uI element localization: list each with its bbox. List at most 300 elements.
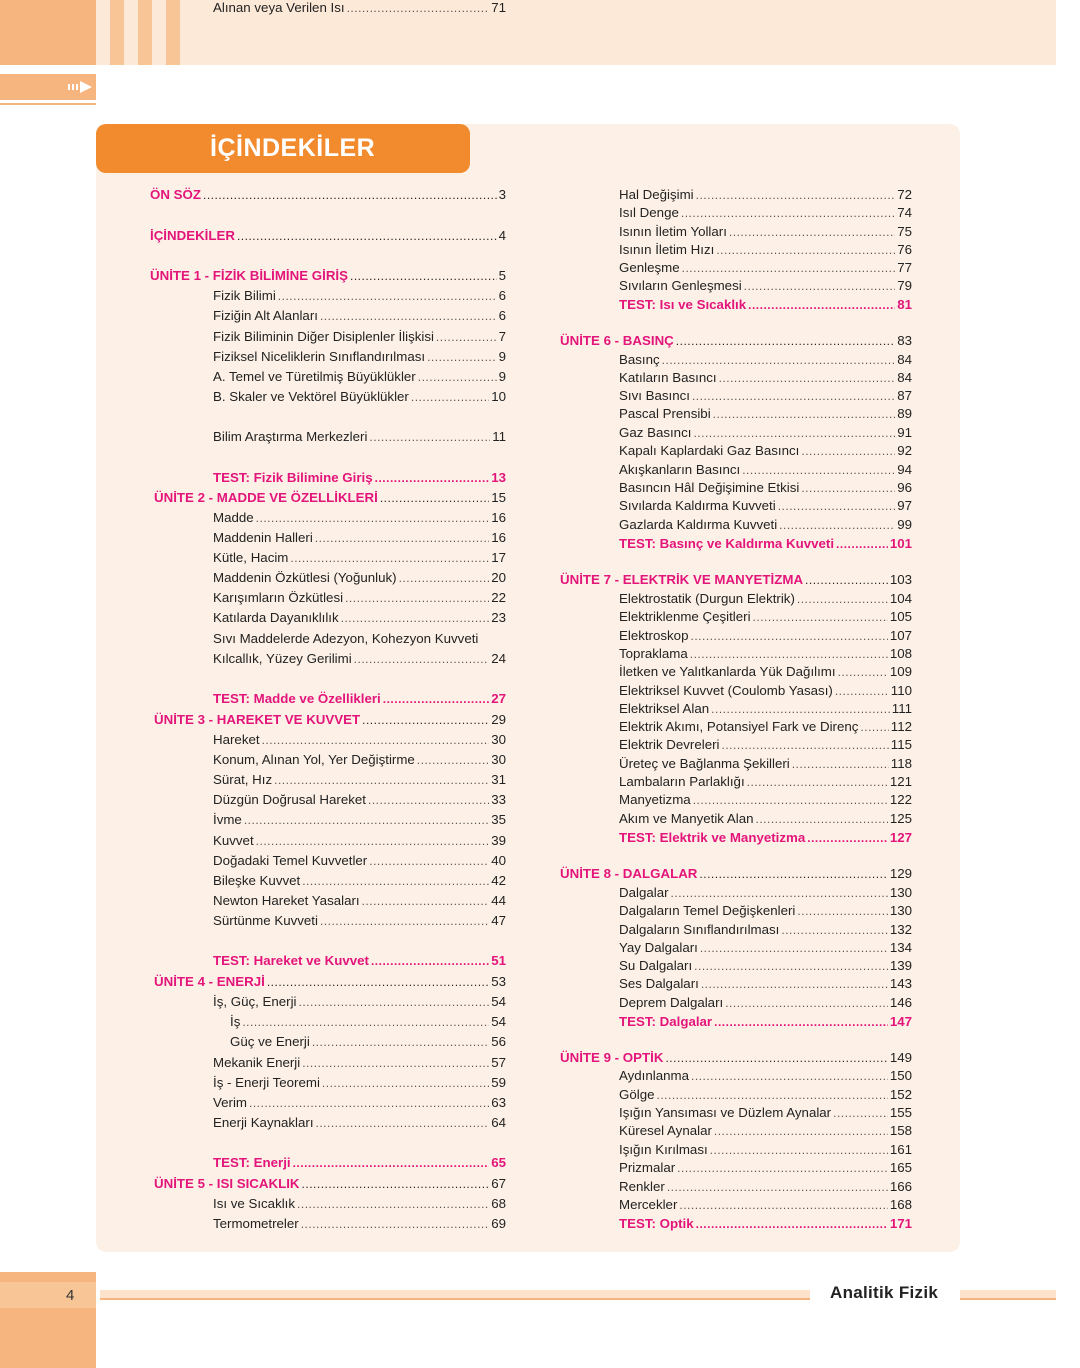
- toc-page-number: 147: [889, 1014, 912, 1029]
- dot-leader: [714, 1014, 888, 1030]
- dot-leader: [347, 0, 490, 16]
- dot-leader: [700, 940, 888, 956]
- toc-page-number: 132: [889, 922, 912, 937]
- toc-entry-label: Fiziksel Niceliklerin Sınıflandırılması: [213, 349, 426, 364]
- toc-entry-label: Elektroskop: [619, 628, 689, 643]
- dot-leader: [301, 1216, 489, 1232]
- toc-entry: [619, 609, 912, 625]
- toc-entry-label: ÜNİTE 9 - OPTİK: [560, 1050, 664, 1065]
- toc-page-number: 115: [890, 737, 912, 752]
- dot-leader: [748, 297, 895, 313]
- toc-page-number: 79: [897, 278, 912, 293]
- toc-entry-label: Basıncın Hâl Değişimine Etkisi: [619, 480, 800, 495]
- dot-leader: [302, 1176, 490, 1192]
- toc-entry-label: Sıvı Basıncı: [619, 388, 690, 403]
- toc-entry-label: İş - Enerji Teoremi: [213, 1075, 320, 1090]
- toc-page-number: 68: [491, 1196, 506, 1211]
- toc-page-number: 63: [491, 1095, 506, 1110]
- dot-leader: [681, 205, 895, 221]
- toc-page-number: 65: [491, 1155, 506, 1170]
- toc-page-number: 22: [491, 590, 506, 605]
- toc-entry-label: Manyetizma: [619, 792, 691, 807]
- toc-entry-label: Elektrostatik (Durgun Elektrik): [619, 591, 795, 606]
- dot-leader: [836, 536, 888, 552]
- toc-entry: [619, 995, 912, 1011]
- toc-page-number: 91: [897, 425, 912, 440]
- toc-page-number: 5: [498, 268, 506, 283]
- toc-page-number: 51: [491, 953, 506, 968]
- toc-entry: [213, 772, 506, 788]
- toc-entry-label: Ses Dalgaları: [619, 976, 699, 991]
- toc-entry: [619, 1142, 912, 1158]
- toc-entry: [213, 590, 506, 606]
- dot-leader: [427, 349, 497, 365]
- toc-page-number: 118: [890, 756, 912, 771]
- toc-entry: [213, 994, 506, 1010]
- toc-page-number: 143: [889, 976, 912, 991]
- toc-entry: [619, 242, 912, 258]
- toc-entry-label: Aydınlanma: [619, 1068, 689, 1083]
- toc-entry: [213, 610, 506, 626]
- toc-entry-label: Dalgaların Sınıflandırılması: [619, 922, 780, 937]
- toc-entry-label: İvme: [213, 812, 242, 827]
- toc-page-number: 168: [889, 1197, 912, 1212]
- toc-page-number: 7: [498, 329, 506, 344]
- toc-page-number: 81: [897, 297, 912, 312]
- dot-leader: [744, 278, 896, 294]
- toc-page-number: 74: [897, 205, 912, 220]
- dot-leader: [807, 830, 888, 846]
- dot-leader: [278, 288, 497, 304]
- dot-leader: [302, 873, 489, 889]
- toc-entry-label: Fizik Biliminin Diğer Disiplenler İlişkisi: [213, 329, 434, 344]
- toc-entry-label: Termometreler: [213, 1216, 299, 1231]
- toc-entry: [619, 1160, 912, 1176]
- toc-entry-label: Maddenin Halleri: [213, 530, 313, 545]
- page-number: 4: [66, 1287, 75, 1304]
- dot-leader: [242, 1014, 489, 1030]
- toc-entry-label: Kapalı Kaplardaki Gaz Basıncı: [619, 443, 800, 458]
- toc-page-number: 16: [491, 530, 506, 545]
- toc-page-number: 13: [491, 470, 506, 485]
- toc-entry: [213, 873, 506, 889]
- toc-entry: [619, 425, 912, 441]
- toc-entry: [619, 792, 912, 808]
- toc-entry-label: ÜNİTE 1 - FİZİK BİLİMİNE GİRİŞ: [150, 268, 348, 283]
- toc-entry-label: Prizmalar: [619, 1160, 676, 1175]
- toc-page-number: 9: [498, 349, 506, 364]
- toc-page-number: 171: [889, 1216, 912, 1231]
- toc-page-number: 112: [890, 719, 912, 734]
- toc-entry: [619, 683, 912, 699]
- toc-page-number: 11: [492, 429, 506, 444]
- toc-entry: [213, 1055, 506, 1071]
- toc-page-number: 105: [889, 609, 912, 624]
- dot-leader: [362, 893, 490, 909]
- toc-entry-label: Işığın Kırılması: [619, 1142, 708, 1157]
- toc-entry-label: ÜNİTE 3 - HAREKET VE KUVVET: [154, 712, 361, 727]
- toc-page-number: 83: [897, 333, 912, 348]
- toc-page-number: 30: [491, 732, 506, 747]
- toc-entry: [619, 388, 912, 404]
- toc-entry-label: İş, Güç, Enerji: [213, 994, 297, 1009]
- toc-page-number: 69: [491, 1216, 506, 1231]
- footer-rule: [100, 1298, 810, 1300]
- dot-leader: [781, 922, 887, 938]
- toc-entry: [213, 752, 506, 768]
- dot-leader: [244, 812, 489, 828]
- toc-entry: [619, 1179, 912, 1195]
- toc-page-number: 152: [889, 1087, 912, 1102]
- toc-entry-label: Lambaların Parlaklığı: [619, 774, 745, 789]
- dot-leader: [368, 792, 489, 808]
- toc-page-number: 130: [889, 885, 912, 900]
- toc-page-number: 35: [491, 812, 506, 827]
- dot-leader: [719, 370, 896, 386]
- toc-entry: [619, 976, 912, 992]
- toc-page-number: 150: [889, 1068, 912, 1083]
- toc-entry: [213, 833, 506, 849]
- dot-leader: [371, 953, 489, 969]
- toc-page-number: 111: [891, 701, 912, 716]
- dot-leader: [362, 712, 489, 728]
- toc-entry-label: Hareket: [213, 732, 260, 747]
- toc-test-entry: [213, 691, 506, 707]
- dot-leader: [203, 187, 497, 203]
- toc-page-number: 59: [491, 1075, 506, 1090]
- toc-entry-label: Mercekler: [619, 1197, 678, 1212]
- arrow-line: [0, 103, 96, 105]
- dot-leader: [713, 406, 896, 422]
- toc-entry-label: TEST: Elektrik ve Manyetizma: [619, 830, 806, 845]
- dot-leader: [756, 811, 888, 827]
- toc-entry-label: Verim: [213, 1095, 247, 1110]
- toc-page-number: 96: [897, 480, 912, 495]
- toc-page-number: 72: [897, 187, 912, 202]
- toc-entry-label: Elektriksel Alan: [619, 701, 710, 716]
- toc-entry-label: Gölge: [619, 1087, 655, 1102]
- toc-page-number: 17: [491, 550, 506, 565]
- toc-entry-label: Elektriksel Kuvvet (Coulomb Yasası): [619, 683, 833, 698]
- dot-leader: [682, 260, 896, 276]
- toc-entry: [230, 1014, 506, 1030]
- toc-page-number: 54: [491, 1014, 506, 1029]
- toc-test-entry: [619, 536, 912, 552]
- toc-entry-label: Güç ve Enerji: [230, 1034, 310, 1049]
- toc-page-number: 149: [889, 1050, 912, 1065]
- dot-leader: [662, 352, 896, 368]
- toc-entry-label: Deprem Dalgaları: [619, 995, 724, 1010]
- toc-entry-label: Sıvı Maddelerde Adezyon, Kohezyon Kuvveti: [213, 631, 479, 646]
- toc-entry-label: Kuvvet: [213, 833, 254, 848]
- toc-page-number: 84: [897, 370, 912, 385]
- toc-entry-label: Bileşke Kuvvet: [213, 873, 301, 888]
- toc-entry-label: ÖN SÖZ: [150, 187, 201, 202]
- dot-leader: [369, 429, 490, 445]
- toc-entry: [619, 205, 912, 221]
- toc-entry-label: ÜNİTE 2 - MADDE VE ÖZELLİKLERİ: [154, 490, 378, 505]
- brand-name: Analitik Fizik: [830, 1283, 939, 1302]
- dot-leader: [801, 443, 895, 459]
- toc-entry-label: Maddenin Özkütlesi (Yoğunluk): [213, 570, 397, 585]
- dot-leader: [833, 1105, 888, 1121]
- dot-leader: [297, 1196, 489, 1212]
- toc-entry: [619, 885, 912, 901]
- toc-entry: [619, 1087, 912, 1103]
- toc-entry-label: Dalgaların Temel Değişkenleri: [619, 903, 796, 918]
- toc-page-number: 161: [889, 1142, 912, 1157]
- toc-unit-entry: [154, 974, 506, 990]
- toc-entry-label: Isıl Denge: [619, 205, 679, 220]
- dot-leader: [316, 1115, 490, 1131]
- toc-entry-label: Kılcallık, Yüzey Gerilimi: [213, 651, 352, 666]
- toc-entry-label: TEST: Isı ve Sıcaklık: [619, 297, 747, 312]
- arrow-right-icon: [66, 78, 94, 96]
- toc-page-number: 121: [889, 774, 912, 789]
- toc-entry-label: Sürat, Hız: [213, 772, 273, 787]
- dot-leader: [838, 664, 888, 680]
- dot-leader: [690, 628, 887, 644]
- dot-leader: [249, 1095, 489, 1111]
- toc-page-number: 99: [897, 517, 912, 532]
- dot-leader: [716, 242, 895, 258]
- dot-leader: [671, 885, 888, 901]
- toc-entry-label: Elektrik Devreleri: [619, 737, 720, 752]
- toc-entry: [213, 1095, 506, 1111]
- dot-leader: [350, 268, 497, 284]
- toc-test-entry: [619, 1216, 912, 1232]
- toc-entry-label: ÜNİTE 8 - DALGALAR: [560, 866, 698, 881]
- toc-entry: [619, 903, 912, 919]
- toc-entry: [213, 389, 506, 405]
- dot-leader: [267, 974, 489, 990]
- toc-entry: [619, 278, 912, 294]
- toc-page-number: 84: [897, 352, 912, 367]
- dot-leader: [729, 224, 895, 240]
- toc-page-number: 29: [491, 712, 506, 727]
- toc-entry: [213, 530, 506, 546]
- toc-entry-label: Sıvıların Genleşmesi: [619, 278, 742, 293]
- toc-unit-entry: [154, 490, 506, 506]
- toc-entry: [213, 1216, 506, 1232]
- toc-entry: [619, 958, 912, 974]
- toc-entry: [619, 498, 912, 514]
- toc-page-number: 92: [897, 443, 912, 458]
- dot-leader: [237, 228, 497, 244]
- toc-entry: [619, 370, 912, 386]
- dot-leader: [693, 792, 888, 808]
- toc-page-number: 75: [897, 224, 912, 239]
- toc-entry: [619, 352, 912, 368]
- toc-unit-entry: [154, 1176, 506, 1192]
- toc-entry: [619, 737, 912, 753]
- top-block: [0, 0, 96, 65]
- toc-page-number: 30: [491, 752, 506, 767]
- toc-page-number: 64: [491, 1115, 506, 1130]
- toc-test-entry: [213, 1155, 506, 1171]
- toc-entry: [230, 1034, 506, 1050]
- toc-entry: [213, 792, 506, 808]
- toc-page-number: 47: [491, 913, 506, 928]
- dot-leader: [801, 480, 895, 496]
- toc-entry-label: İÇİNDEKİLER: [150, 228, 235, 243]
- toc-entry-label: Madde: [213, 510, 254, 525]
- toc-entry-label: Düzgün Doğrusal Hareket: [213, 792, 366, 807]
- toc-page-number: 87: [897, 388, 912, 403]
- header-stripe: [110, 0, 124, 65]
- dot-leader: [742, 462, 895, 478]
- toc-entry: [213, 308, 506, 324]
- dot-leader: [690, 646, 888, 662]
- toc-page-number: 57: [491, 1055, 506, 1070]
- dot-leader: [436, 329, 497, 345]
- toc-entry: [619, 628, 912, 644]
- toc-entry-label: Hal Değişimi: [619, 187, 694, 202]
- toc-page-number: 31: [491, 772, 506, 787]
- dot-leader: [322, 1075, 489, 1091]
- toc-page-number: 130: [889, 903, 912, 918]
- toc-entry-label: Gaz Basıncı: [619, 425, 692, 440]
- dot-leader: [341, 610, 490, 626]
- toc-page-number: 158: [889, 1123, 912, 1138]
- toc-page-number: 77: [897, 260, 912, 275]
- toc-entry-label: Sıvılarda Kaldırma Kuvveti: [619, 498, 776, 513]
- toc-unit-entry: [150, 268, 506, 284]
- toc-entry-label: TEST: Fizik Bilimine Giriş: [213, 470, 373, 485]
- toc-page-number: 146: [889, 995, 912, 1010]
- toc-page-number: 44: [491, 893, 506, 908]
- dot-leader: [411, 389, 489, 405]
- toc-page-number: 23: [491, 610, 506, 625]
- toc-entry: [213, 570, 506, 586]
- toc-unit-entry: [154, 712, 506, 728]
- toc-entry-label: Mekanik Enerji: [213, 1055, 301, 1070]
- toc-entry-label: Bilim Araştırma Merkezleri: [213, 429, 368, 444]
- toc-entry-label: Sürtünme Kuvveti: [213, 913, 318, 928]
- toc-entry: [213, 913, 506, 929]
- toc-entry-label: ÜNİTE 6 - BASINÇ: [560, 333, 674, 348]
- toc-test-entry: [619, 830, 912, 846]
- toc-entry: [619, 1123, 912, 1139]
- toc-entry: [619, 719, 912, 735]
- toc-page-number: 71: [491, 0, 506, 15]
- footer-rule: [960, 1290, 1056, 1298]
- dot-leader: [354, 651, 490, 667]
- dot-leader: [383, 691, 489, 707]
- toc-entry-label: Elektriklenme Çeşitleri: [619, 609, 751, 624]
- toc-entry: [213, 812, 506, 828]
- toc-entry: [619, 462, 912, 478]
- toc-entry: [619, 1105, 912, 1121]
- dot-leader: [699, 866, 887, 882]
- toc-page-number: 103: [889, 572, 912, 587]
- toc-page-number: 108: [889, 646, 912, 661]
- toc-entry-label: TEST: Madde ve Özellikleri: [213, 691, 381, 706]
- toc-entry: [619, 940, 912, 956]
- toc-page-number: 67: [491, 1176, 506, 1191]
- toc-entry: [619, 187, 912, 203]
- dot-leader: [747, 774, 888, 790]
- toc-entry-label: Dalgalar: [619, 885, 669, 900]
- toc-entry: [619, 224, 912, 240]
- toc-entry: [619, 1197, 912, 1213]
- dot-leader: [665, 1050, 887, 1066]
- toc-entry-label: Elektrik Akımı, Potansiyel Fark ve Direnç: [619, 719, 859, 734]
- toc-page-number: 39: [491, 833, 506, 848]
- toc-entry: [213, 732, 506, 748]
- dot-leader: [693, 425, 895, 441]
- toc-page-number: 20: [491, 570, 506, 585]
- toc-entry-label: Fizik Bilimi: [213, 288, 276, 303]
- toc-entry-label: Isı ve Sıcaklık: [213, 1196, 296, 1211]
- toc-page-number: 53: [491, 974, 506, 989]
- dot-leader: [753, 609, 888, 625]
- dot-leader: [375, 470, 490, 486]
- toc-entry: [619, 406, 912, 422]
- header-stripe: [166, 0, 180, 65]
- toc-page-number: 134: [889, 940, 912, 955]
- dot-leader: [805, 572, 888, 588]
- toc-page-number: 3: [498, 187, 506, 202]
- toc-entry-label: ÜNİTE 7 - ELEKTRİK VE MANYETİZMA: [560, 572, 804, 587]
- toc-entry-label: TEST: Optik: [619, 1216, 694, 1231]
- dot-leader: [418, 369, 497, 385]
- toc-test-entry: [619, 1014, 912, 1030]
- toc-page-number: 89: [897, 406, 912, 421]
- toc-entry-label: Konum, Alınan Yol, Yer Değiştirme: [213, 752, 415, 767]
- dot-leader: [312, 1034, 489, 1050]
- dot-leader: [835, 683, 889, 699]
- toc-entry: [213, 1115, 506, 1131]
- toc-entry-label: Alınan veya Verilen Isı: [213, 0, 345, 15]
- toc-entry: [213, 1075, 506, 1091]
- toc-unit-entry: [560, 1050, 912, 1066]
- toc-test-entry: [213, 953, 506, 969]
- toc-entry: [213, 1196, 506, 1212]
- toc-entry-label: Doğadaki Temel Kuvvetler: [213, 853, 368, 868]
- toc-page-number: 122: [889, 792, 912, 807]
- toc-entry-label: ÜNİTE 4 - ENERJİ: [154, 974, 265, 989]
- toc-page-number: 42: [491, 873, 506, 888]
- dot-leader: [320, 308, 497, 324]
- dot-leader: [696, 187, 896, 203]
- toc-page-number: 56: [491, 1034, 506, 1049]
- toc-entry-label: TEST: Basınç ve Kaldırma Kuvveti: [619, 536, 835, 551]
- toc-entry: [619, 591, 912, 607]
- dot-leader: [262, 732, 490, 748]
- toc-unit-entry: [560, 572, 912, 588]
- dot-leader: [797, 903, 887, 919]
- toc-entry: [213, 631, 506, 647]
- toc-entry-label: Isının İletim Yolları: [619, 224, 727, 239]
- toc-entry: [619, 664, 912, 680]
- toc-page-number: 101: [889, 536, 912, 551]
- toc-entry: [619, 517, 912, 533]
- toc-page-number: 127: [889, 830, 912, 845]
- toc-entry: [213, 349, 506, 365]
- toc-entry-label: TEST: Dalgalar: [619, 1014, 713, 1029]
- toc-unit-entry: [150, 187, 506, 203]
- toc-unit-entry: [560, 866, 912, 882]
- dot-leader: [778, 498, 896, 514]
- dot-leader: [290, 550, 489, 566]
- dot-leader: [417, 752, 489, 768]
- toc-entry-label: Genleşme: [619, 260, 680, 275]
- toc-entry-label: Gazlarda Kaldırma Kuvveti: [619, 517, 778, 532]
- dot-leader: [656, 1087, 887, 1103]
- toc-page-number: 6: [498, 308, 506, 323]
- footer-page-bg: [0, 1282, 96, 1308]
